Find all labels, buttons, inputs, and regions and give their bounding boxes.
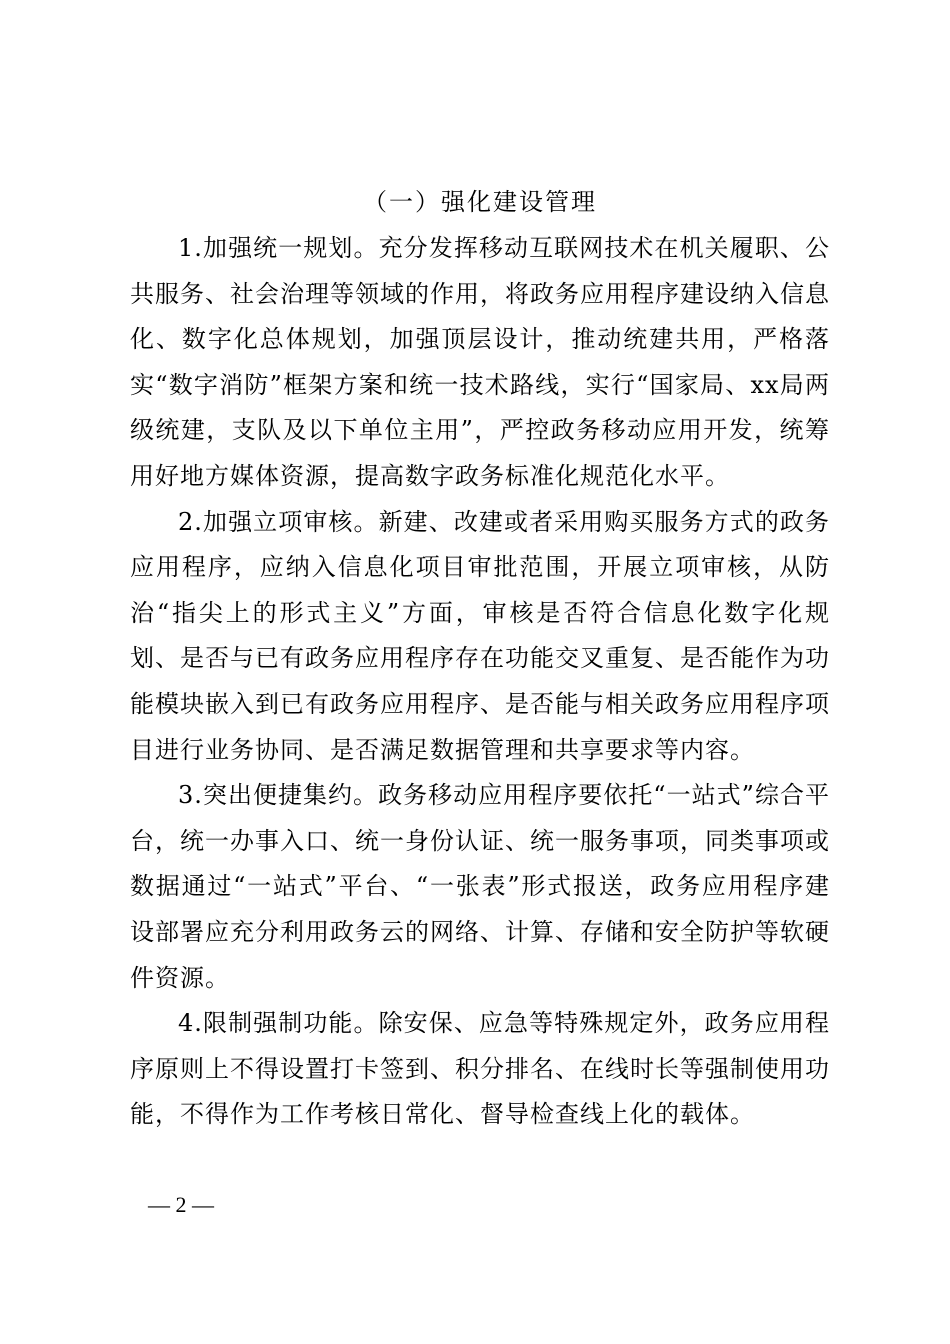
paragraph-convenience: 3.突出便捷集约。政务移动应用程序要依托“一站式”综合平台，统一办事入口、统一身份认证、统一服务事项，同类事项或数据通过“一站式”平台、“一张表”形式报送，政务应用程序建设部署应充分利用政务云的网络、计算、存储和安全防护等软硬件资源。 (130, 781, 830, 992)
body-text (130, 226, 830, 1138)
paragraph-restrict-functions: 4.限制强制功能。除安保、应急等特殊规定外，政务应用程序原则上不得设置打卡签到、积分排名、在线时长等强制使用功能，不得作为工作考核日常化、督导检查线上化的载体。 (130, 1009, 830, 1129)
page-number: — 2 — (148, 1192, 214, 1217)
paragraph-project-review: 2.加强立项审核。新建、改建或者采用购买服务方式的政务应用程序，应纳入信息化项目审批范围，开展立项审核，从防治“指尖上的形式主义”方面，审核是否符合信息化数字化规划、是否与已有政务应用程序存在功能交叉重复、是否能作为功能模块嵌入到已有政务应用程序、是否能与相关政务应用程序项目进行业务协同、是否满足数据管理和共享要求等内容。 (130, 507, 830, 764)
paragraph-unified-planning: 1.加强统一规划。充分发挥移动互联网技术在机关履职、公共服务、社会治理等领域的作用，将政务应用程序建设纳入信息化、数字化总体规划，加强顶层设计，推动统建共用，严格落实“数字消防”框架方案和统一技术路线，实行“国家局、xx局两级统建，支队及以下单位主用”，严控政务移动应用开发，统筹用好地方媒体资源，提高数字政务标准化规范化水平。 (130, 234, 830, 490)
section-title: （一）强化建设管理 (363, 188, 597, 216)
